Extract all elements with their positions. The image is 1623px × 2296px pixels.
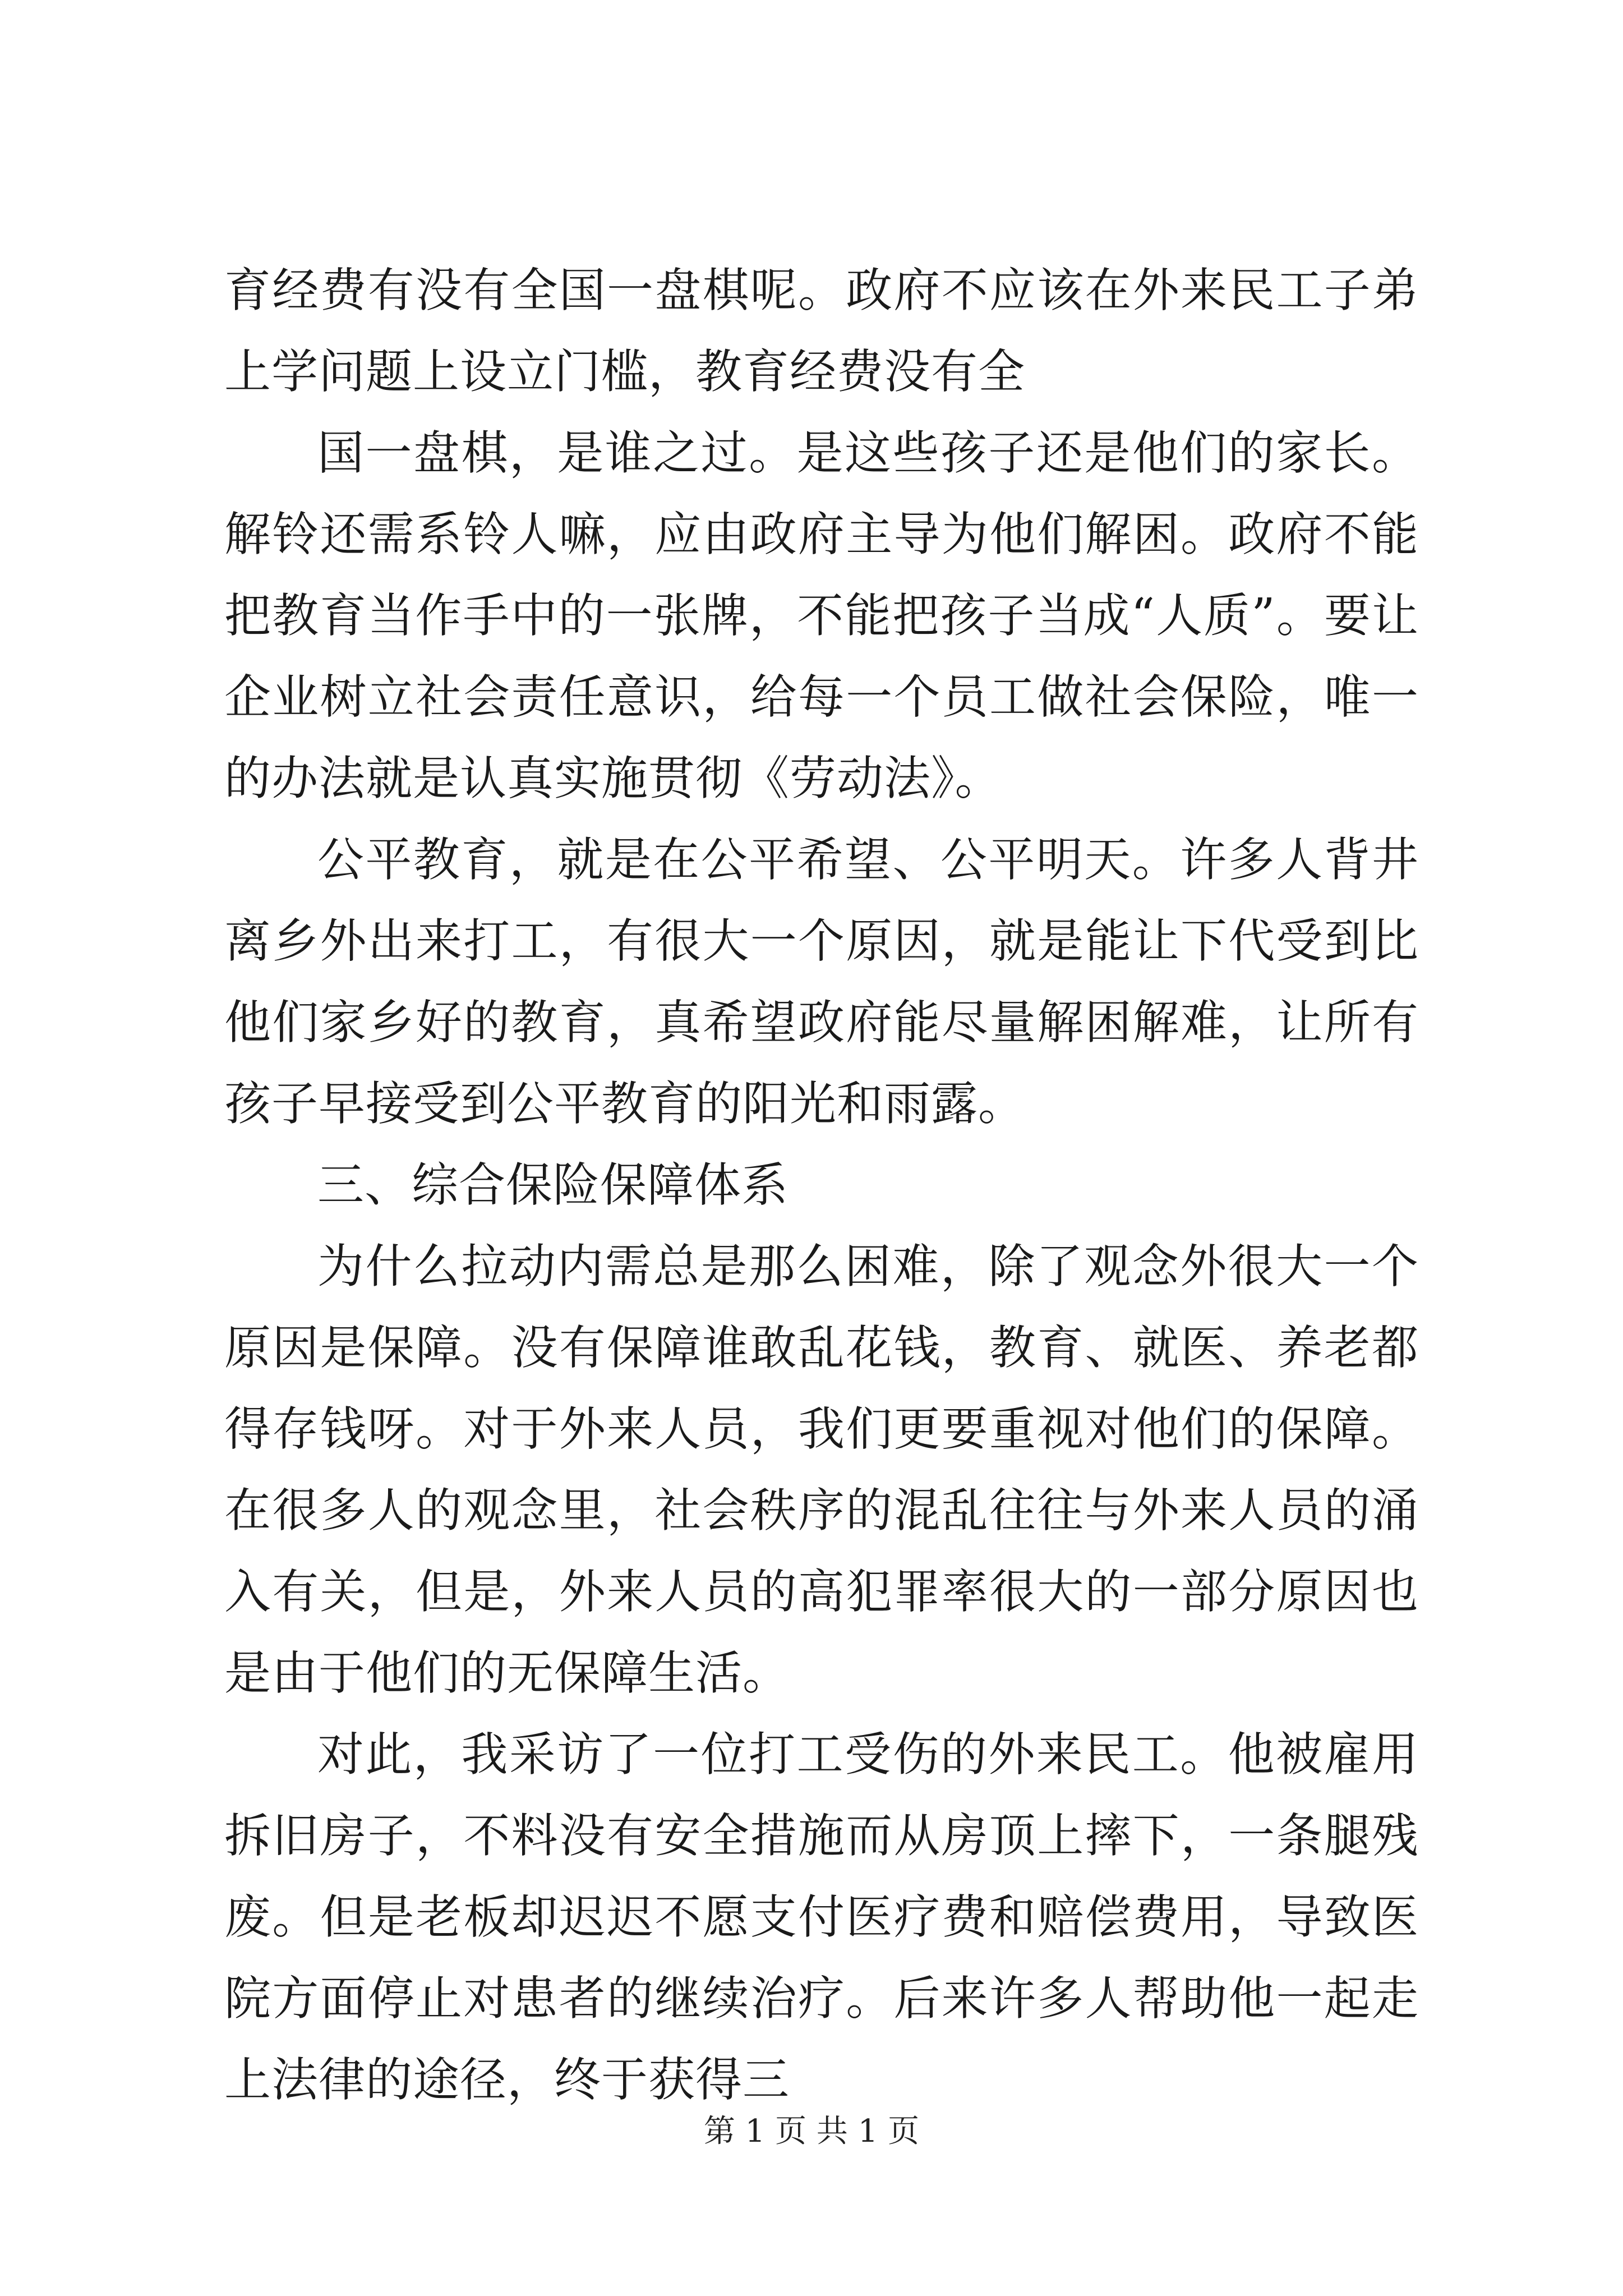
section-heading: 三、综合保险保障体系	[317, 1158, 789, 1212]
paragraph-3: 公平教育，就是在公平希望、公平明天。许多人背井离乡外出来打工，有很大一个原因，就是能让下代受到比他们家乡好的教育，真希望政府能尽量解困解难，让所有孩子早接受到公平教育的阳光和雨露。	[224, 832, 1419, 1131]
document-body	[224, 250, 1419, 2120]
page-footer: 第 1 页 共 1 页	[703, 2113, 920, 2150]
paragraph-5: 对此，我采访了一位打工受伤的外来民工。他被雇用拆旧房子，不料没有安全措施而从房顶上摔下，一条腿残废。但是老板却迟迟不愿支付医疗费和赔偿费用，导致医院方面停止对患者的继续治疗。后来许多人帮助他一起走上法律的途径，终于获得三	[224, 1727, 1419, 2107]
paragraph-2: 国一盘棋，是谁之过。是这些孩子还是他们的家长。解铃还需系铃人嘛，应由政府主导为他们解困。政府不能把教育当作手中的一张牌，不能把孩子当成“人质”。要让企业树立社会责任意识，给每一个员工做社会保险，唯一的办法就是认真实施贯彻《劳动法》。	[224, 426, 1419, 806]
paragraph-1: 育经费有没有全国一盘棋呢。政府不应该在外来民工子弟上学问题上设立门槛，教育经费没有全	[224, 263, 1419, 399]
paragraph-4: 为什么拉动内需总是那么困难，除了观念外很大一个原因是保障。没有保障谁敢乱花钱，教育、就医、养老都得存钱呀。对于外来人员，我们更要重视对他们的保障。在很多人的观念里，社会秩序的混乱往往与外来人员的涌入有关，但是，外来人员的高犯罪率很大的一部分原因也是由于他们的无保障生活。	[224, 1239, 1419, 1700]
